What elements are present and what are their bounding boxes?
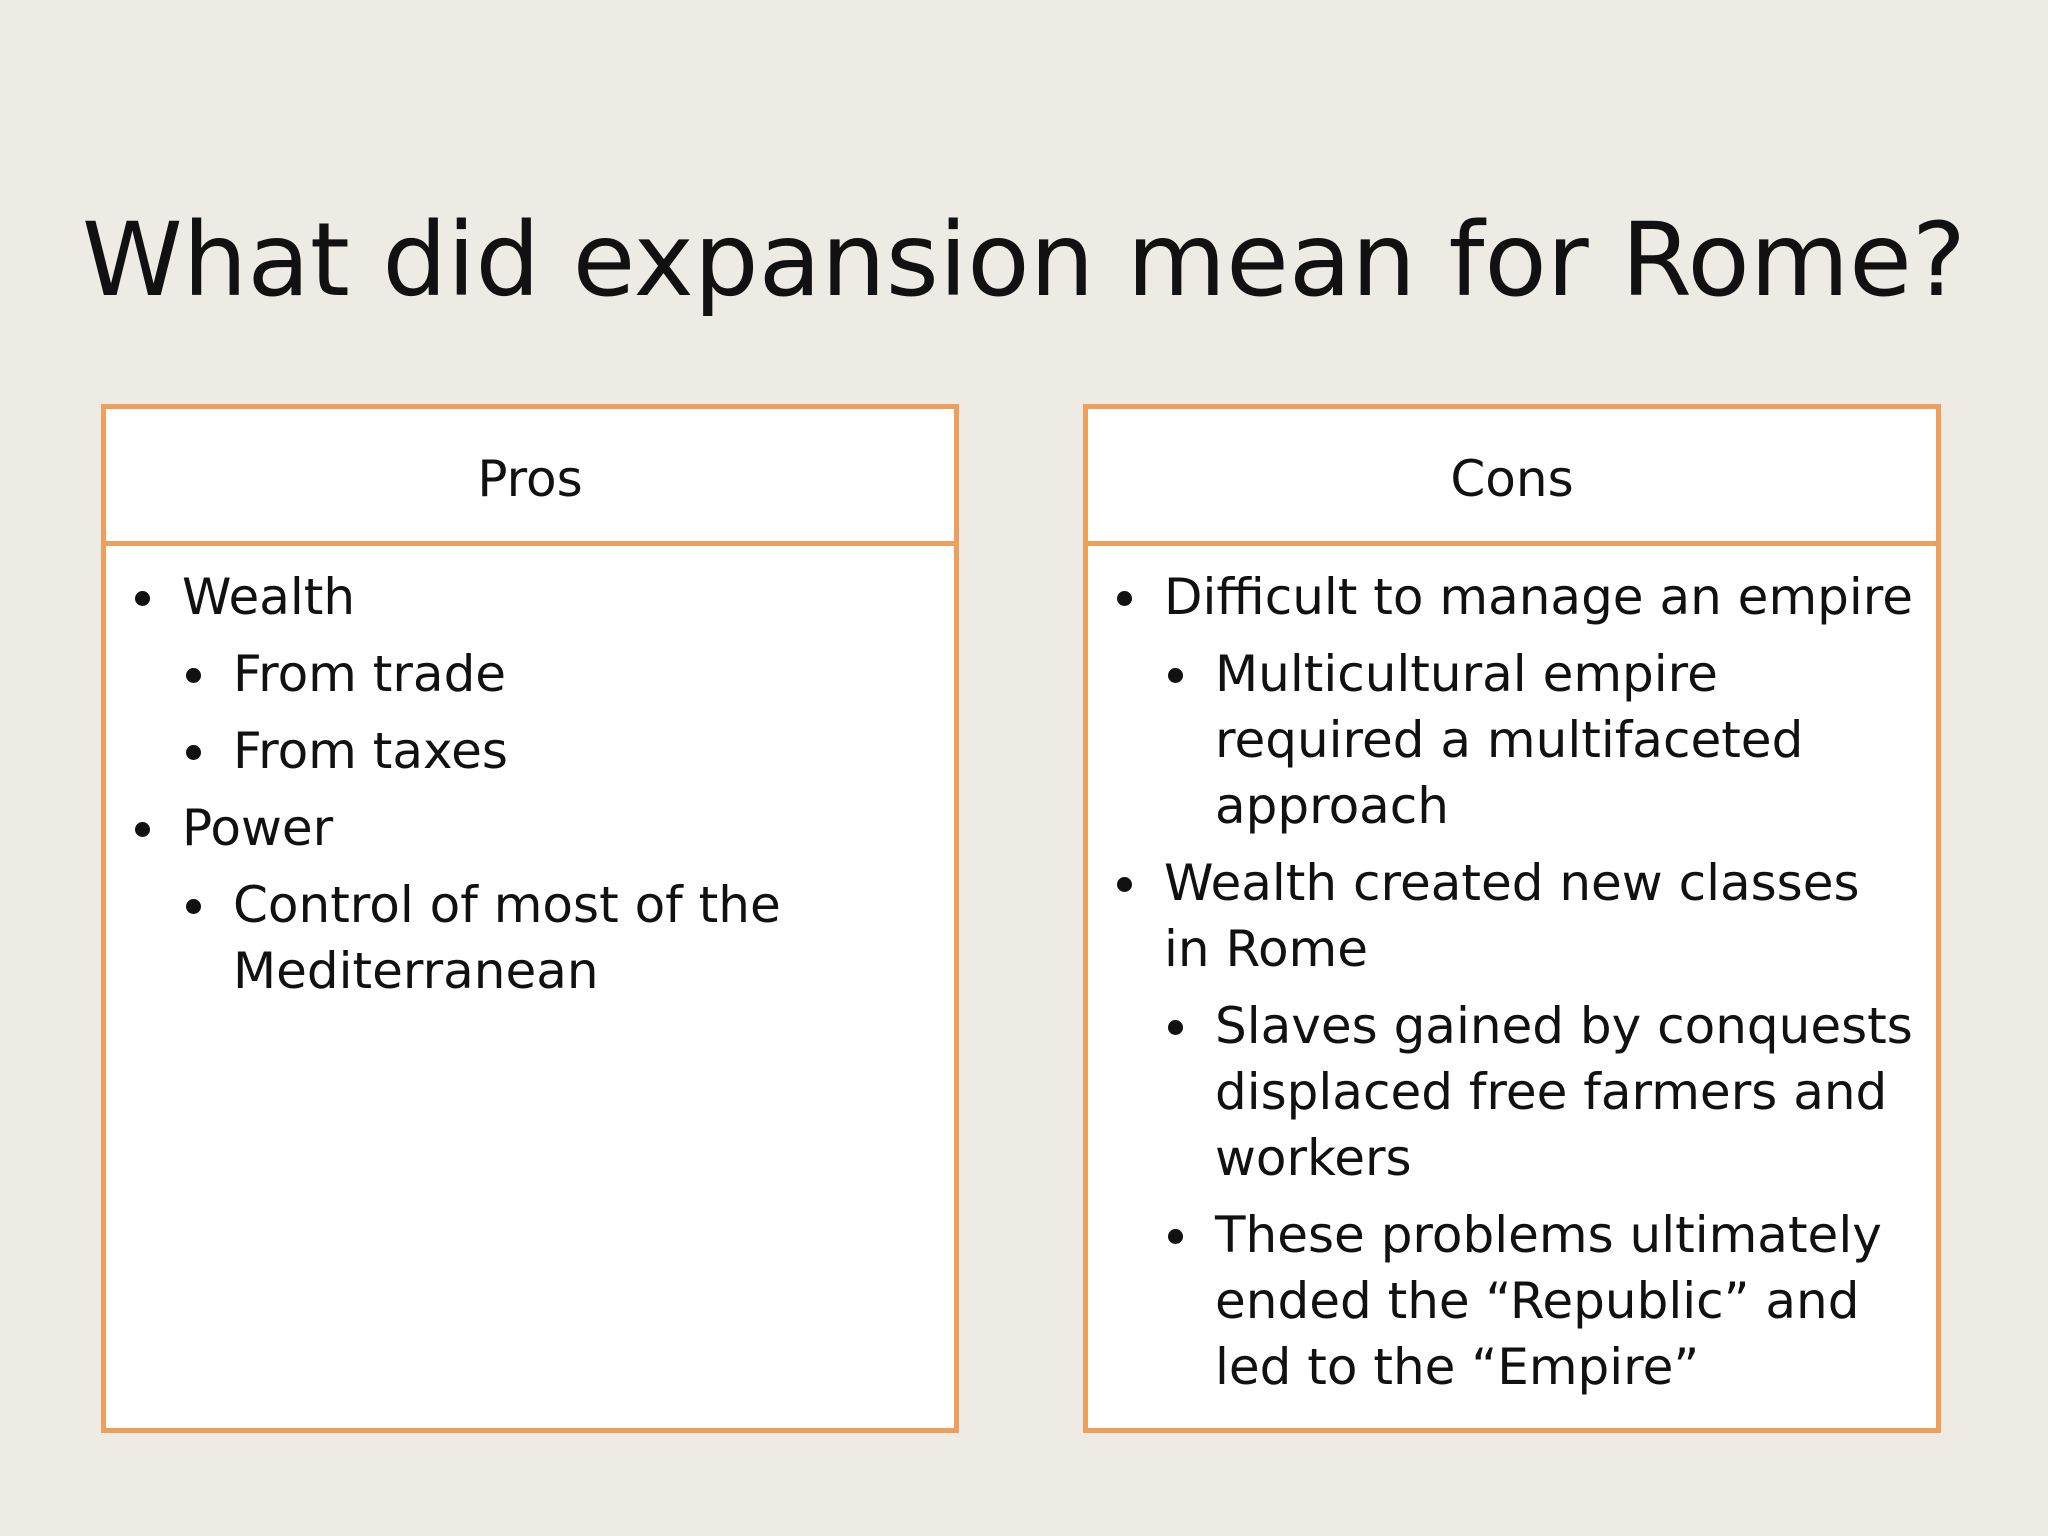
cons-item-new-classes: Wealth created new classes in Rome xyxy=(1088,850,1936,982)
cons-panel xyxy=(1083,404,1941,1433)
pros-item-from-trade: From trade xyxy=(106,641,954,707)
pros-header: Pros xyxy=(106,409,954,546)
pros-body xyxy=(106,546,954,1004)
cons-header: Cons xyxy=(1088,409,1936,546)
pros-item-wealth: Wealth xyxy=(106,564,954,630)
cons-item-difficult-to-manage: Difficult to manage an empire xyxy=(1088,564,1936,630)
cons-item-multicultural-empire: Multicultural empire required a multifaceted approach xyxy=(1088,641,1936,839)
cons-item-republic-to-empire: These problems ultimately ended the “Republic” and led to the “Empire” xyxy=(1088,1202,1936,1400)
cons-item-slaves-displaced: Slaves gained by conquests displaced free farmers and workers xyxy=(1088,993,1936,1191)
cons-body xyxy=(1088,546,1936,1400)
pros-item-control-mediterranean: Control of most of the Mediterranean xyxy=(106,872,954,1004)
pros-item-from-taxes: From taxes xyxy=(106,718,954,784)
pros-item-power: Power xyxy=(106,795,954,861)
pros-list xyxy=(106,564,954,1004)
slide-title: What did expansion mean for Rome? xyxy=(81,201,1967,321)
pros-panel xyxy=(101,404,959,1433)
cons-list xyxy=(1088,564,1936,1400)
